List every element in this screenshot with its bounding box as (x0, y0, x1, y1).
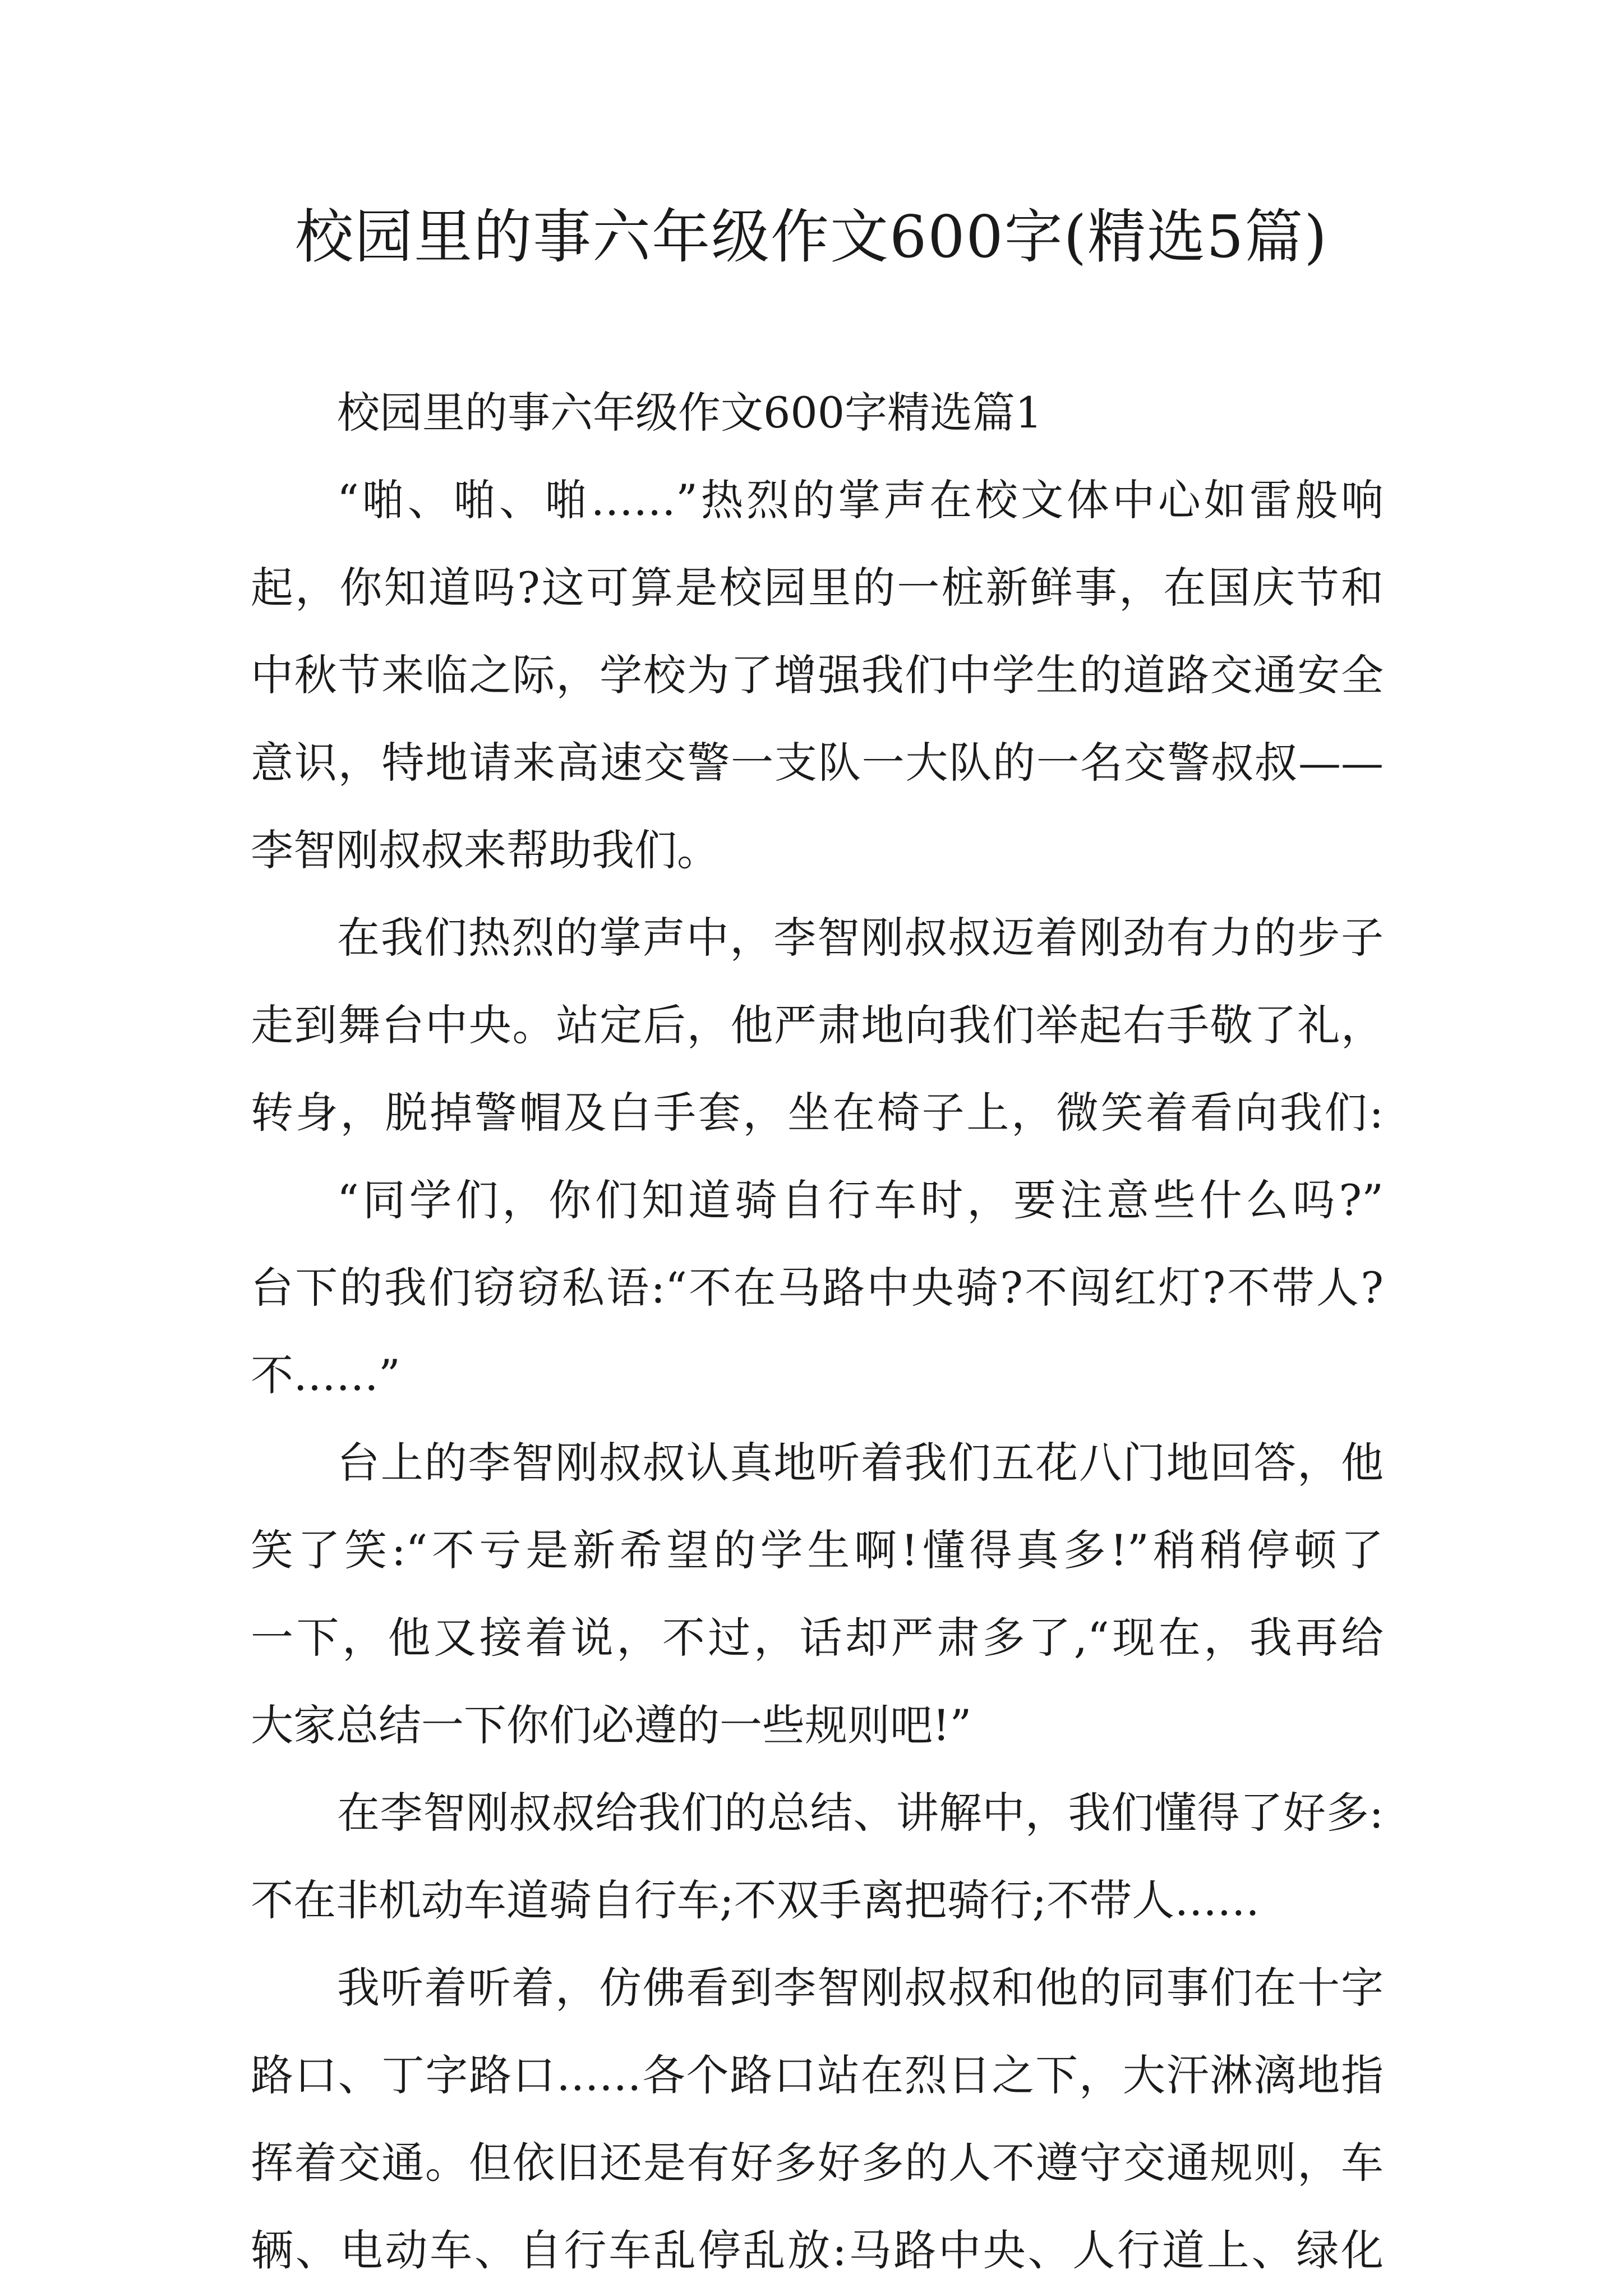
text-line: 转身，脱掉警帽及白手套，坐在椅子上，微笑着看向我们: (251, 1088, 1384, 1138)
text-line: 挥着交通。但依旧还是有好多好多的人不遵守交通规则，车 (251, 2138, 1384, 2188)
document-title: 校园里的事六年级作文600字(精选5篇) (295, 203, 1328, 271)
text-line: 在李智刚叔叔给我们的总结、讲解中，我们懂得了好多: (337, 1788, 1384, 1838)
text-line: 我听着听着，仿佛看到李智刚叔叔和他的同事们在十字 (337, 1963, 1384, 2013)
text-line: 不……” (251, 1350, 400, 1400)
text-line: 大家总结一下你们必遵的一些规则吧!” (251, 1700, 972, 1750)
text-line: “啪、啪、啪……”热烈的掌声在校文体中心如雷般响 (337, 475, 1384, 525)
document-body (251, 369, 1384, 2294)
text-line: 李智刚叔叔来帮助我们。 (251, 825, 720, 875)
text-line: 校园里的事六年级作文600字精选篇1 (337, 388, 1043, 438)
text-line: 起，你知道吗?这可算是校园里的一桩新鲜事，在国庆节和 (251, 563, 1384, 613)
text-line: 一下，他又接着说，不过，话却严肃多了,“现在，我再给 (251, 1613, 1384, 1663)
text-line: 笑了笑:“不亏是新希望的学生啊!懂得真多!”稍稍停顿了 (251, 1525, 1384, 1575)
text-line: 意识，特地请来高速交警一支队一大队的一名交警叔叔—— (251, 738, 1384, 788)
text-line: 台下的我们窃窃私语:“不在马路中央骑?不闯红灯?不带人? (251, 1263, 1384, 1313)
text-line: 台上的李智刚叔叔认真地听着我们五花八门地回答，他 (337, 1438, 1384, 1488)
text-line: 不在非机动车道骑自行车;不双手离把骑行;不带人…… (251, 1875, 1260, 1925)
text-line: 辆、电动车、自行车乱停乱放:马路中央、人行道上、绿化 (251, 2225, 1384, 2275)
text-line: 在我们热烈的掌声中，李智刚叔叔迈着刚劲有力的步子 (337, 913, 1384, 963)
text-line: 走到舞台中央。站定后，他严肃地向我们举起右手敬了礼， (251, 1000, 1384, 1050)
text-line: 路口、丁字路口……各个路口站在烈日之下，大汗淋漓地指 (251, 2050, 1384, 2100)
text-line: “同学们，你们知道骑自行车时，要注意些什么吗?” (337, 1175, 1384, 1225)
text-line: 中秋节来临之际，学校为了增强我们中学生的道路交通安全 (251, 650, 1384, 700)
